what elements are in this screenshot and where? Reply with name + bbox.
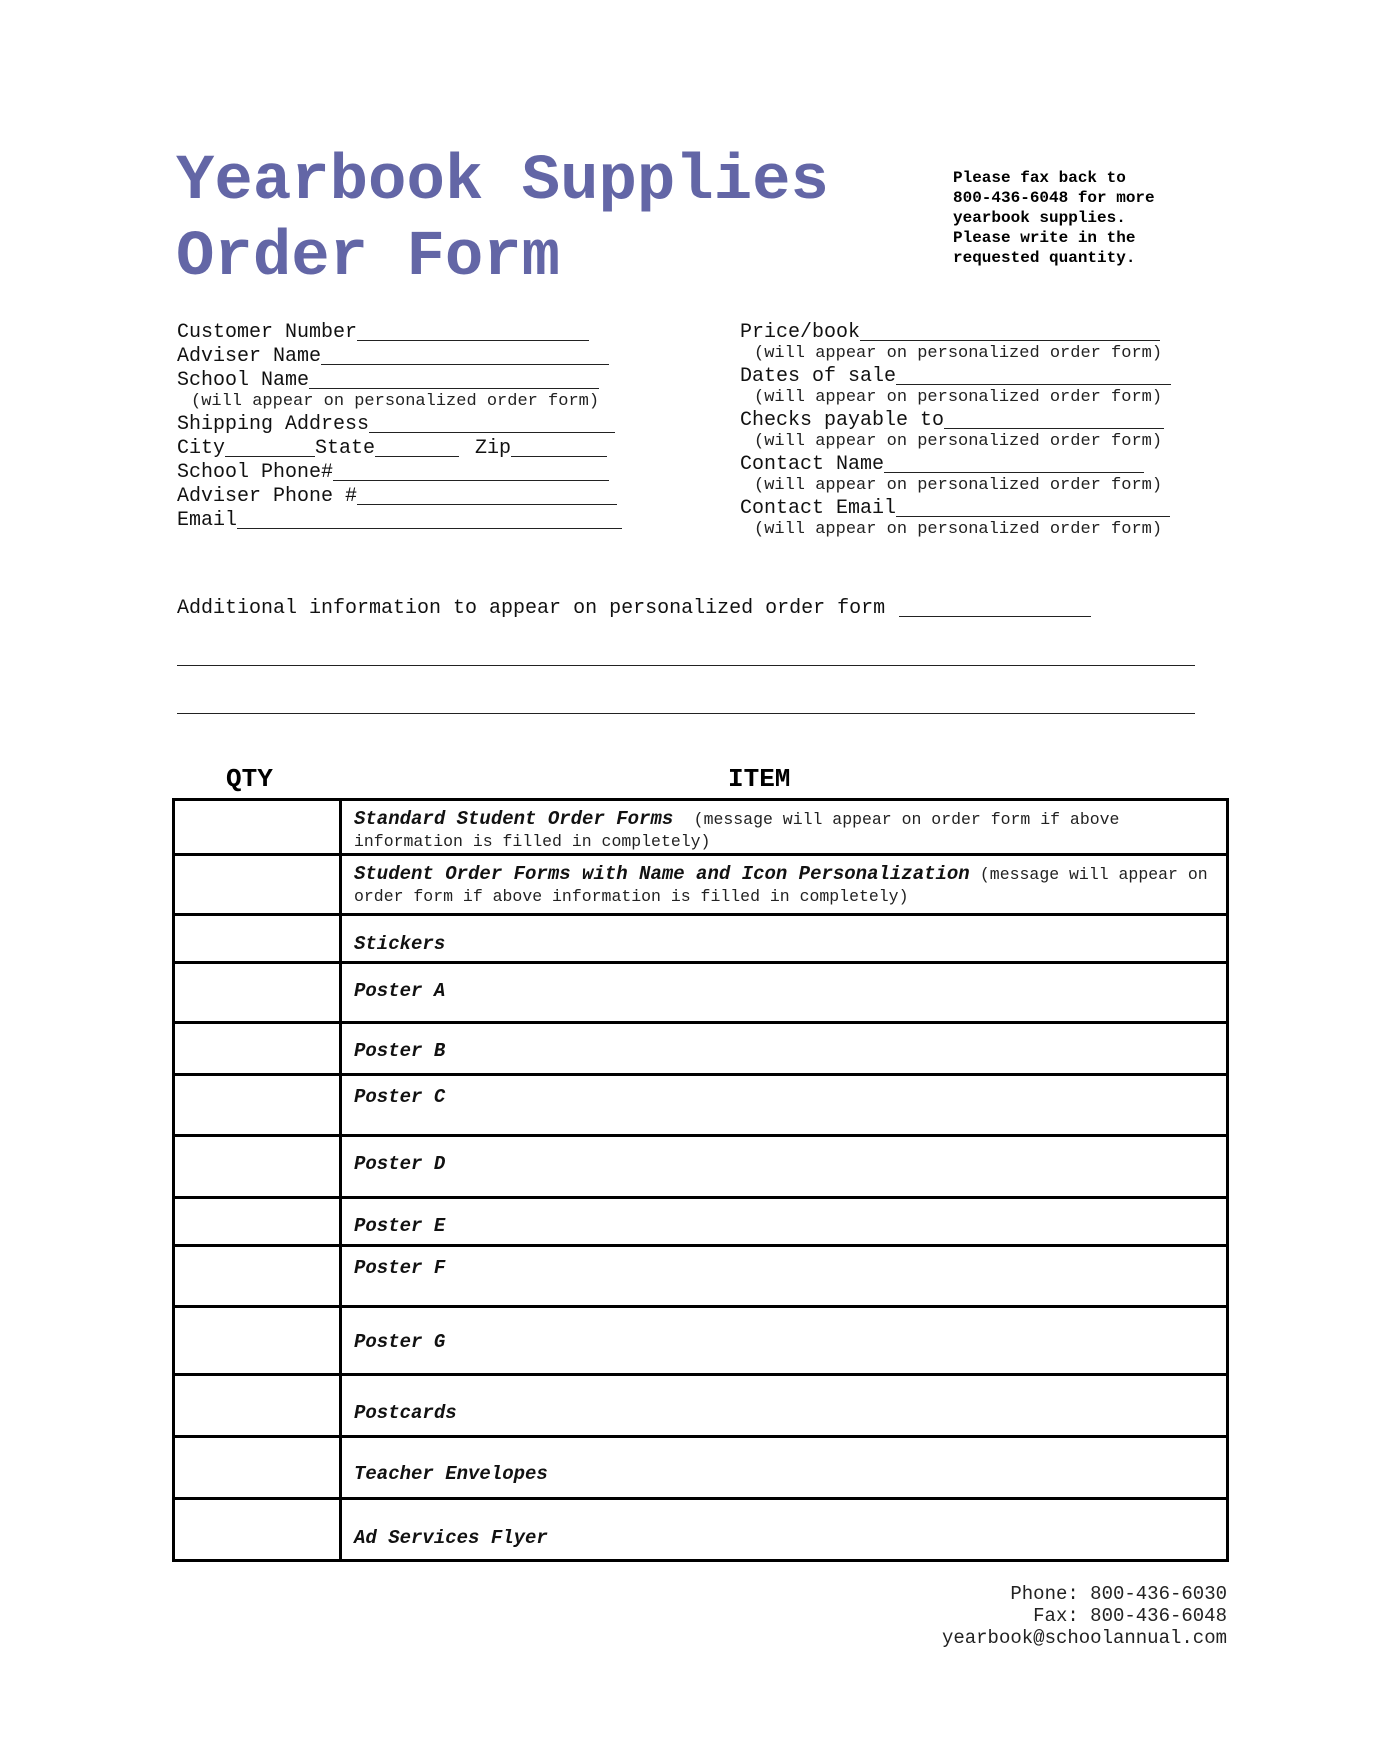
- shipping-address-input-line[interactable]: [369, 414, 615, 433]
- price-per-book-label: Price/book: [740, 321, 861, 344]
- shipping-address-label: Shipping Address: [177, 413, 370, 436]
- price-per-book-field[interactable]: [740, 320, 1220, 344]
- table-row: [174, 963, 1228, 1023]
- contact-email[interactable]: yearbook@schoolannual.com: [941, 1627, 1227, 1649]
- item-cell: [341, 1499, 1228, 1561]
- qty-cell[interactable]: [174, 1375, 341, 1437]
- qty-cell[interactable]: [174, 1136, 341, 1198]
- qty-cell[interactable]: [174, 1075, 341, 1136]
- adviser-name-field[interactable]: [177, 344, 677, 368]
- zip-input-line[interactable]: [511, 438, 607, 457]
- dates-of-sale-field[interactable]: [740, 364, 1220, 388]
- table-row: [174, 1437, 1228, 1499]
- item-cell: [341, 855, 1228, 915]
- additional-info-line-2[interactable]: [177, 664, 1195, 666]
- table-row: [174, 1375, 1228, 1437]
- zip-label: Zip: [475, 437, 512, 460]
- adviser-phone-input-line[interactable]: [357, 486, 617, 505]
- item-cell: [341, 1246, 1228, 1307]
- qty-cell[interactable]: [174, 1198, 341, 1246]
- adviser-name-input-line[interactable]: [321, 346, 609, 365]
- item-cell: [341, 963, 1228, 1023]
- item-cell: [341, 1375, 1228, 1437]
- city-state-zip-row: [177, 436, 677, 460]
- table-row: [174, 1307, 1228, 1375]
- school-name-input-line[interactable]: [309, 370, 599, 389]
- contact-info: [942, 1583, 1227, 1649]
- email-label: Email: [177, 509, 238, 532]
- school-name-field[interactable]: [177, 368, 677, 392]
- item-name: Student Order Forms with Name and Icon Personalization: [354, 863, 970, 885]
- table-row: [174, 1136, 1228, 1198]
- additional-info-line-3[interactable]: [177, 712, 1195, 714]
- shipping-address-field[interactable]: [177, 412, 677, 436]
- contact-email-label: Contact Email: [740, 497, 897, 520]
- table-row: [174, 915, 1228, 963]
- additional-info-field[interactable]: [177, 594, 1195, 620]
- checks-payable-input-line[interactable]: [944, 410, 1164, 429]
- price-per-book-note: (will appear on personalized order form): [754, 344, 1163, 363]
- email-input-line[interactable]: [237, 510, 622, 529]
- school-phone-input-line[interactable]: [333, 462, 609, 481]
- contact-name-label: Contact Name: [740, 453, 885, 476]
- school-name-note: (will appear on personalized order form): [191, 392, 600, 411]
- table-row: [174, 1198, 1228, 1246]
- table-row: [174, 1499, 1228, 1561]
- item-cell: [341, 915, 1228, 963]
- adviser-name-label: Adviser Name: [177, 345, 322, 368]
- table-row: [174, 1246, 1228, 1307]
- contact-email-input-line[interactable]: [896, 498, 1170, 517]
- state-input-line[interactable]: [375, 438, 459, 457]
- contact-email-field[interactable]: [740, 496, 1220, 520]
- city-label: City: [177, 437, 226, 460]
- item-message: (message will appear on order form if above information is filled in completely): [354, 865, 1208, 906]
- item-name: Standard Student Order Forms: [354, 808, 674, 830]
- qty-cell[interactable]: [174, 800, 341, 855]
- checks-payable-note: (will appear on personalized order form): [754, 432, 1163, 451]
- item-cell: [341, 1075, 1228, 1136]
- contact-email-note: (will appear on personalized order form): [754, 520, 1163, 539]
- checks-payable-field[interactable]: [740, 408, 1220, 432]
- qty-cell[interactable]: [174, 963, 341, 1023]
- school-phone-field[interactable]: [177, 460, 677, 484]
- item-cell: [341, 1023, 1228, 1075]
- item-cell: [341, 1198, 1228, 1246]
- item-name: Postcards: [354, 1402, 457, 1424]
- table-row: [174, 1075, 1228, 1136]
- contact-name-field[interactable]: [740, 452, 1220, 476]
- qty-cell[interactable]: [174, 1307, 341, 1375]
- contact-phone: Phone: 800-436-6030: [1010, 1583, 1227, 1605]
- item-name: Poster E: [354, 1215, 446, 1237]
- qty-cell[interactable]: [174, 855, 341, 915]
- item-name: Poster C: [354, 1086, 446, 1108]
- item-name: Stickers: [354, 933, 446, 955]
- dates-of-sale-input-line[interactable]: [896, 366, 1171, 385]
- dates-of-sale-label: Dates of sale: [740, 365, 897, 388]
- form-title-line-1: Yearbook Supplies: [176, 146, 829, 218]
- customer-number-label: Customer Number: [177, 321, 358, 344]
- contact-name-note: (will appear on personalized order form): [754, 476, 1163, 495]
- item-cell: [341, 1136, 1228, 1198]
- city-input-line[interactable]: [225, 438, 315, 457]
- additional-info-input-line[interactable]: [899, 598, 1091, 617]
- item-message: (message will appear on order form if above information is filled in completely): [354, 810, 1120, 851]
- customer-info-fields: [177, 320, 677, 532]
- customer-number-field[interactable]: [177, 320, 677, 344]
- qty-column-header: QTY: [226, 764, 273, 794]
- item-name: Teacher Envelopes: [354, 1463, 548, 1485]
- item-column-header: ITEM: [728, 764, 791, 794]
- adviser-phone-field[interactable]: [177, 484, 677, 508]
- contact-name-input-line[interactable]: [884, 454, 1144, 473]
- contact-fax: Fax: 800-436-6048: [1033, 1605, 1227, 1627]
- school-phone-label: School Phone#: [177, 461, 334, 484]
- item-cell: [341, 1307, 1228, 1375]
- qty-cell[interactable]: [174, 1499, 341, 1561]
- item-name: Ad Services Flyer: [354, 1527, 548, 1549]
- table-row: [174, 800, 1228, 855]
- email-field[interactable]: [177, 508, 677, 532]
- item-cell: [341, 800, 1228, 855]
- state-label: State: [315, 437, 376, 460]
- table-row: [174, 1023, 1228, 1075]
- item-name: Poster A: [354, 980, 446, 1002]
- sale-info-fields: [740, 320, 1220, 540]
- form-title: [176, 144, 829, 296]
- customer-number-input-line[interactable]: [357, 322, 589, 341]
- qty-cell[interactable]: [174, 1437, 341, 1499]
- qty-cell[interactable]: [174, 1023, 341, 1075]
- table-row: [174, 855, 1228, 915]
- item-name: Poster B: [354, 1040, 446, 1062]
- adviser-phone-label: Adviser Phone #: [177, 485, 358, 508]
- order-items-table: [172, 798, 1229, 1562]
- form-title-line-2: Order Form: [176, 222, 561, 294]
- qty-cell[interactable]: [174, 915, 341, 963]
- qty-cell[interactable]: [174, 1246, 341, 1307]
- additional-info-label: Additional information to appear on personalized order form: [177, 597, 886, 620]
- school-name-label: School Name: [177, 369, 310, 392]
- checks-payable-label: Checks payable to: [740, 409, 945, 432]
- dates-of-sale-note: (will appear on personalized order form): [754, 388, 1163, 407]
- fax-instructions: Please fax back to 800-436-6048 for more yearbook supplies. Please write in the requested quantity.: [953, 169, 1155, 267]
- item-name: Poster F: [354, 1257, 446, 1279]
- item-cell: [341, 1437, 1228, 1499]
- price-per-book-input-line[interactable]: [860, 322, 1160, 341]
- item-name: Poster G: [354, 1331, 446, 1353]
- item-name: Poster D: [354, 1153, 446, 1175]
